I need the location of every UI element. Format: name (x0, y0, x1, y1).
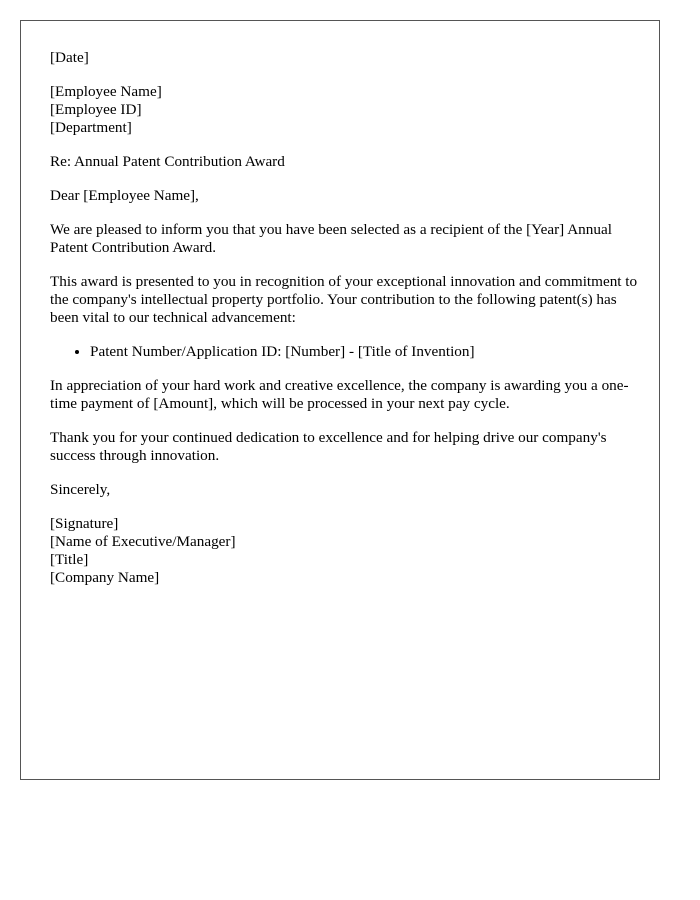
letter-paragraph-2: This award is presented to you in recognition of your exceptional innovation and commitment to the company's intellectual property portfolio. Your contribution to the following patent(s) has been vital to our technical advancement: (50, 273, 638, 326)
signer-name: [Name of Executive/Manager] (50, 533, 236, 550)
patent-list (50, 343, 640, 361)
recipient-name: [Employee Name] (50, 83, 162, 100)
patent-list-item: • Patent Number/Application ID: [Number] - [Title of Invention] (90, 343, 640, 361)
signer-company: [Company Name] (50, 569, 160, 586)
letter-paragraph-1: We are pleased to inform you that you have been selected as a recipient of the [Year] Annual Patent Contribution Award. (50, 221, 612, 256)
letter-date: [Date] (50, 49, 89, 66)
recipient-block (50, 83, 640, 137)
signer-title: [Title] (50, 551, 89, 568)
recipient-department: [Department] (50, 119, 132, 136)
signature-block (50, 515, 640, 587)
letter-closing: Sincerely, (50, 481, 111, 498)
letter-salutation: Dear [Employee Name], (50, 187, 199, 204)
signature-line: [Signature] (50, 515, 119, 532)
letter-page (20, 20, 660, 780)
letter-paragraph-4: Thank you for your continued dedication to excellence and for helping drive our company's success through innovation. (50, 429, 607, 464)
letter-paragraph-3: In appreciation of your hard work and creative excellence, the company is awarding you a one-time payment of [Amount], which will be processed in your next pay cycle. (50, 377, 629, 412)
letter-subject: Re: Annual Patent Contribution Award (50, 153, 285, 170)
letter-content (50, 49, 640, 603)
recipient-id: [Employee ID] (50, 101, 142, 118)
